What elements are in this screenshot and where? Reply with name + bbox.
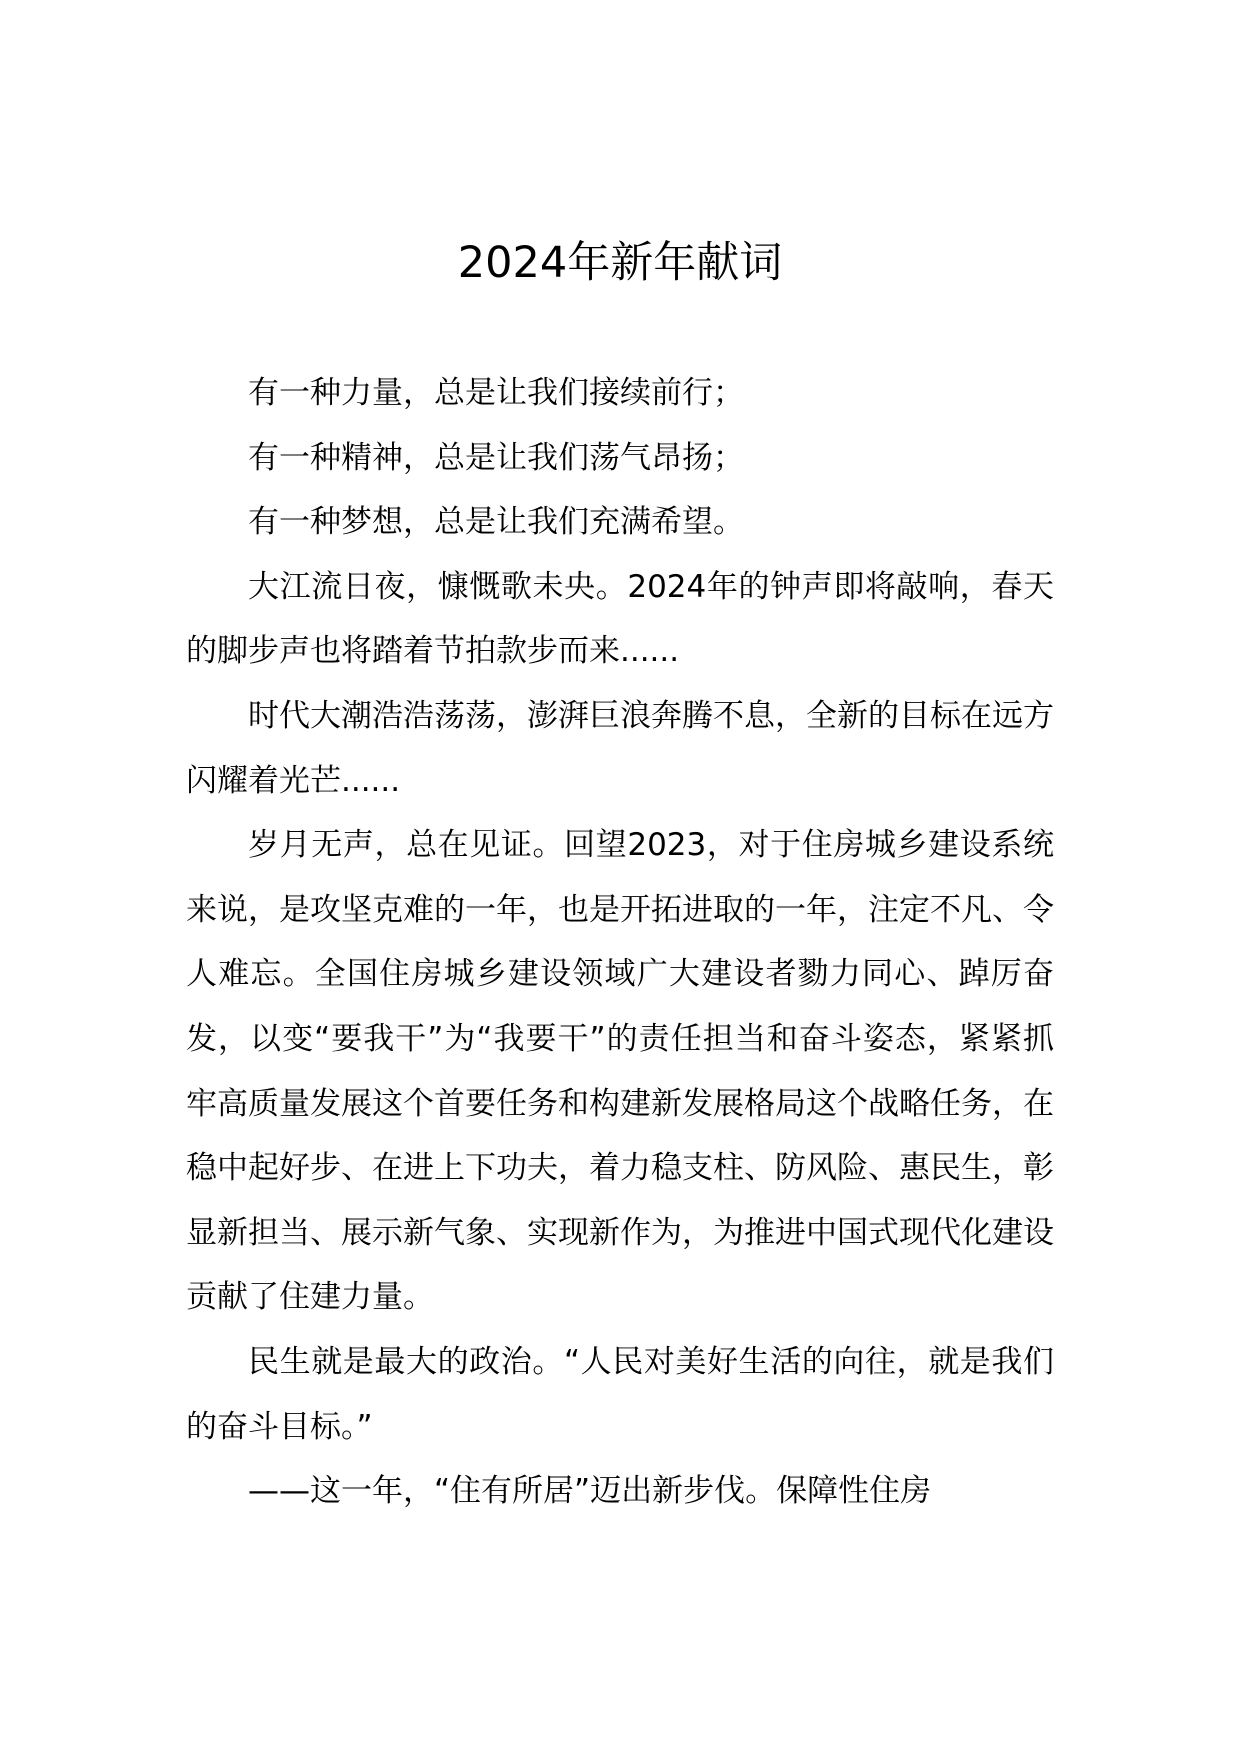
paragraph-1: 有一种力量，总是让我们接续前行； xyxy=(248,375,744,411)
paragraph-3: 有一种梦想，总是让我们充满希望。 xyxy=(248,504,744,541)
paragraph-7: 民生就是最大的政治。“人民对美好生活的向往，就是我们的奋斗目标。” xyxy=(186,1343,1054,1445)
paragraph-5: 时代大潮浩浩荡荡，澎湃巨浪奔腾不息，全新的目标在远方闪耀着光芒...... xyxy=(186,697,1054,799)
paragraph-2: 有一种精神，总是让我们荡气昂扬； xyxy=(248,439,744,476)
paragraph-6: 岁月无声，总在见证。回望2023，对于住房城乡建设系统来说，是攻坚克难的一年，也是开拓进取的一年，注定不凡、令人难忘。全国住房城乡建设领域广大建设者勠力同心、踔厉奋发，以变“要我干”为“我要干”的责任担当和奋斗姿态，紧紧抓牢高质量发展这个首要任务和构建新发展格局这个战略任务，在稳中起好步、在进上下功夫，着力稳支柱、防风险、惠民生，彰显新担当、展示新气象、实现新作为，为推进中国式现代化建设贡献了住建力量。 xyxy=(186,827,1054,1316)
document-title: 2024年新年献词 xyxy=(457,238,783,288)
paragraph-8: ——这一年，“住有所居”迈出新步伐。保障性住房 xyxy=(248,1473,932,1510)
document-body xyxy=(186,361,1054,1524)
paragraph-4: 大江流日夜，慷慨歌未央。2024年的钟声即将敲响，春天的脚步声也将踏着节拍款步而来...... xyxy=(186,568,1054,670)
